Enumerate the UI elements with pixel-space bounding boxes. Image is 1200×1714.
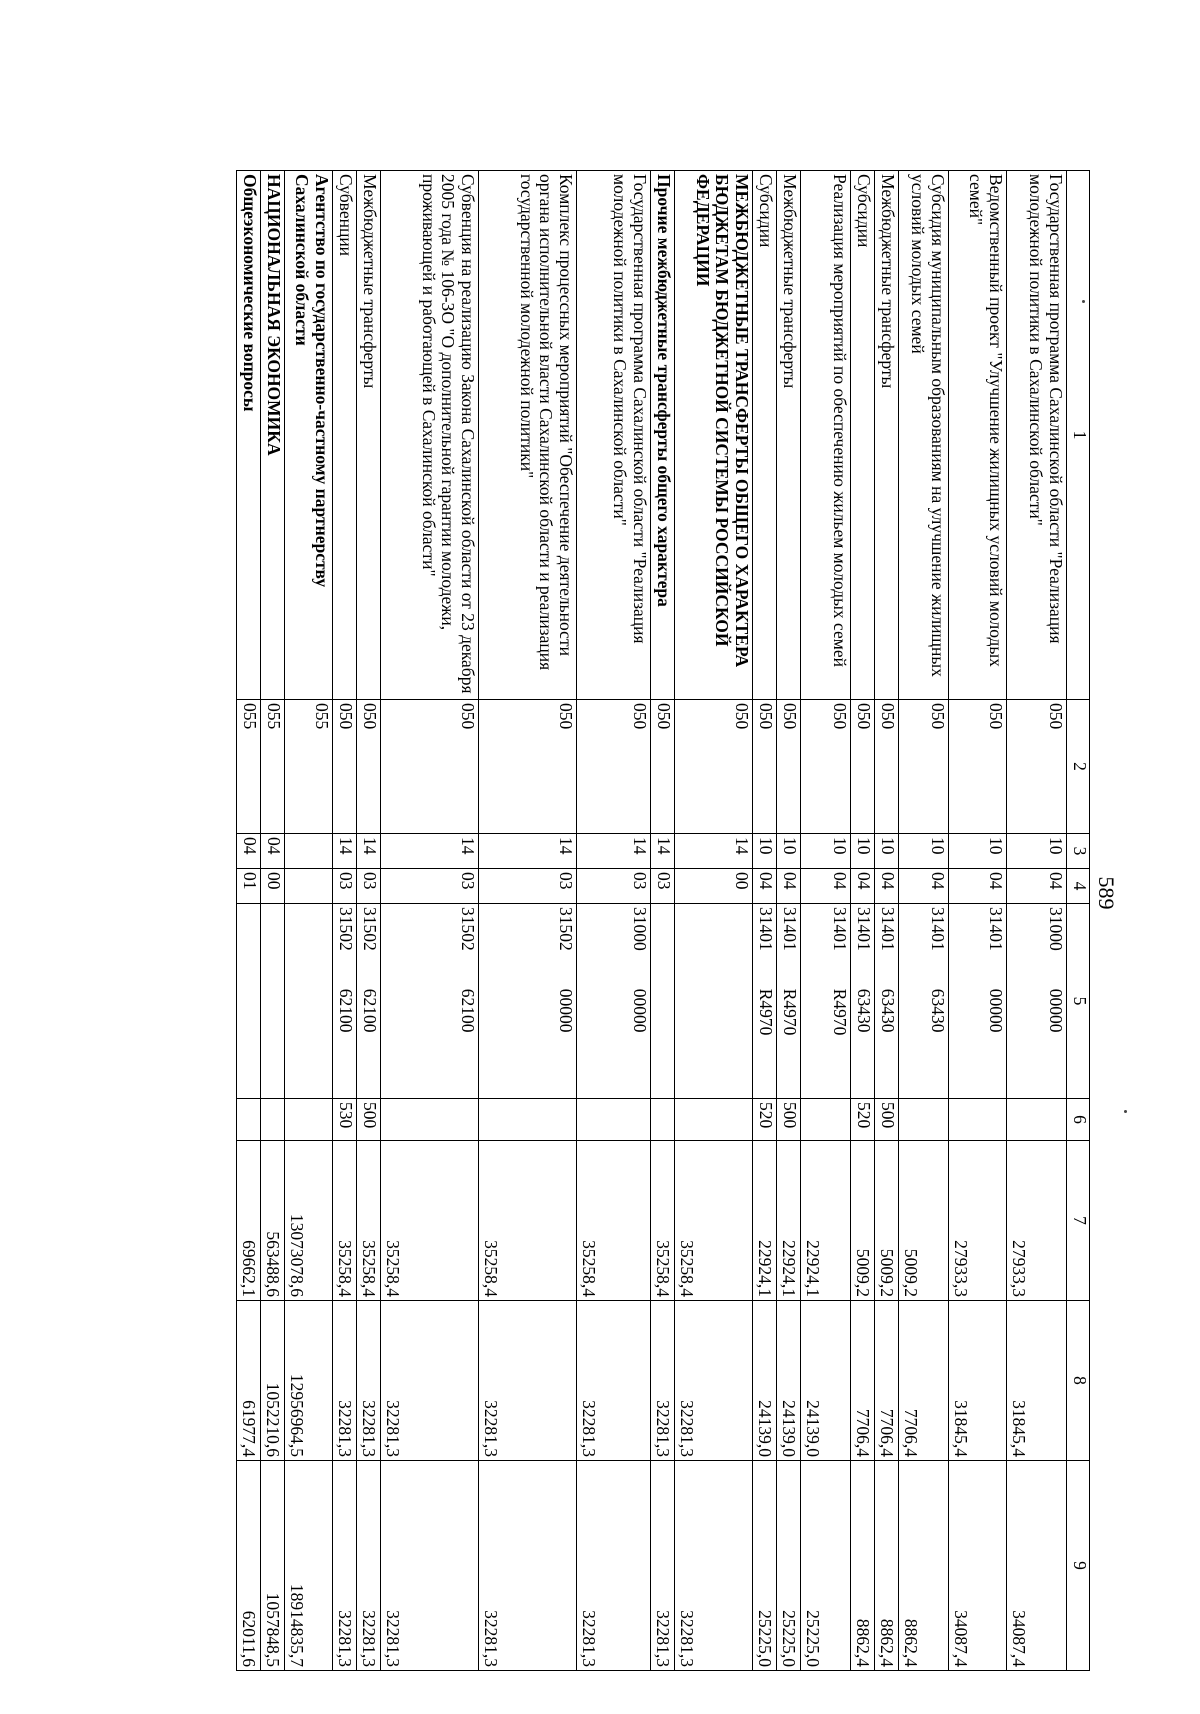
- col-header: 7: [1067, 1141, 1090, 1301]
- code-section: 10: [777, 834, 801, 869]
- table-row: [333, 171, 357, 1671]
- code-program: 31502: [336, 907, 356, 951]
- code-subsection: 04: [801, 869, 851, 904]
- table-row: [875, 171, 899, 1671]
- code-direction: 00000: [556, 988, 576, 1033]
- code-ministry: 050: [801, 700, 851, 834]
- code-section: 04: [237, 834, 261, 869]
- code-subsection: 03: [357, 869, 381, 904]
- row-name: Комплекс процессных мероприятий "Обеспечение деятельности органа исполнительной власти Сахалинской области и реализация государственной молодежной политики": [479, 171, 577, 700]
- col-header: 6: [1067, 1099, 1090, 1141]
- table-row: [899, 171, 949, 1671]
- amount-col-7: 5009,2: [851, 1141, 875, 1301]
- code-expense-type: 500: [357, 1099, 381, 1141]
- code-target-article: [851, 904, 875, 1099]
- amount-col-9: 32281,3: [479, 1461, 577, 1671]
- amount-col-9: 25225,0: [753, 1461, 777, 1671]
- amount-col-8: 12956964,5: [285, 1301, 333, 1461]
- row-name: Субсидии: [753, 171, 777, 700]
- code-subsection: 04: [753, 869, 777, 904]
- amount-col-7: 69662,1: [237, 1141, 261, 1301]
- amount-col-8: 7706,4: [899, 1301, 949, 1461]
- code-section: 04: [261, 834, 285, 869]
- table-row: [777, 171, 801, 1671]
- code-expense-type: [651, 1099, 675, 1141]
- table-row: [801, 171, 851, 1671]
- table-row: [753, 171, 777, 1671]
- row-name: Межбюджетные трансферты: [875, 171, 899, 700]
- code-expense-type: 500: [777, 1099, 801, 1141]
- code-direction: R4970: [830, 988, 850, 1036]
- amount-col-7: 5009,2: [875, 1141, 899, 1301]
- row-name: Субвенции: [333, 171, 357, 700]
- code-subsection: 03: [381, 869, 479, 904]
- code-target-article: [675, 904, 753, 1099]
- amount-col-9: 62011,6: [237, 1461, 261, 1671]
- code-section: 10: [899, 834, 949, 869]
- code-ministry: 050: [875, 700, 899, 834]
- amount-col-7: 35258,4: [675, 1141, 753, 1301]
- code-section: [285, 834, 333, 869]
- table-row: [479, 171, 577, 1671]
- amount-col-9: 18914835,7: [285, 1461, 333, 1671]
- code-program: 31401: [878, 907, 898, 951]
- amount-col-7: 35258,4: [381, 1141, 479, 1301]
- col-header: 5: [1067, 904, 1090, 1099]
- code-section: 10: [949, 834, 1007, 869]
- code-direction: 00000: [630, 988, 650, 1033]
- code-ministry: 055: [237, 700, 261, 834]
- table-row: [237, 171, 261, 1671]
- table-row: [577, 171, 651, 1671]
- code-ministry: 050: [949, 700, 1007, 834]
- table-row: [651, 171, 675, 1671]
- code-target-article: [261, 904, 285, 1099]
- code-expense-type: 520: [753, 1099, 777, 1141]
- code-ministry: 050: [851, 700, 875, 834]
- amount-col-9: 25225,0: [801, 1461, 851, 1671]
- rotated-page-content: [56, 170, 1090, 1670]
- amount-col-8: 32281,3: [675, 1301, 753, 1461]
- code-direction: 00000: [1046, 988, 1066, 1033]
- code-expense-type: 500: [875, 1099, 899, 1141]
- code-target-article: [357, 904, 381, 1099]
- amount-col-7: 27933,3: [1007, 1141, 1067, 1301]
- code-direction: R4970: [756, 988, 776, 1036]
- amount-col-9: 8862,4: [875, 1461, 899, 1671]
- code-expense-type: [285, 1099, 333, 1141]
- row-name: Реализация мероприятий по обеспечению жильем молодых семей: [801, 171, 851, 700]
- code-target-article: [801, 904, 851, 1099]
- code-target-article: [381, 904, 479, 1099]
- row-name: Общеэкономические вопросы: [237, 171, 261, 700]
- code-direction: 63430: [854, 988, 874, 1033]
- code-ministry: 050: [479, 700, 577, 834]
- amount-col-8: 32281,3: [357, 1301, 381, 1461]
- code-subsection: 00: [675, 869, 753, 904]
- code-program: 31401: [854, 907, 874, 951]
- column-number-row: [1067, 171, 1090, 1671]
- code-program: 31401: [780, 907, 800, 951]
- amount-col-8: 32281,3: [651, 1301, 675, 1461]
- code-direction: R4970: [780, 988, 800, 1036]
- code-program: 31401: [830, 907, 850, 951]
- amount-col-8: 7706,4: [851, 1301, 875, 1461]
- amount-col-7: 22924,1: [801, 1141, 851, 1301]
- code-direction: 00000: [986, 988, 1006, 1033]
- row-name: Субвенция на реализацию Закона Сахалинской области от 23 декабря 2005 года № 106-ЗО "О дополнительной гарантии молодежи, проживающей и работающей в Сахалинской области": [381, 171, 479, 700]
- code-program: 31401: [756, 907, 776, 951]
- code-section: 10: [753, 834, 777, 869]
- code-ministry: 055: [285, 700, 333, 834]
- code-expense-type: [1007, 1099, 1067, 1141]
- col-header: 2: [1067, 700, 1090, 834]
- code-ministry: 050: [753, 700, 777, 834]
- amount-col-9: 34087,4: [949, 1461, 1007, 1671]
- code-direction: 63430: [878, 988, 898, 1033]
- code-program: 31401: [986, 907, 1006, 951]
- code-section: 10: [875, 834, 899, 869]
- amount-col-9: 32281,3: [381, 1461, 479, 1671]
- code-section: 10: [801, 834, 851, 869]
- code-target-article: [577, 904, 651, 1099]
- page-number: 589: [1094, 876, 1119, 910]
- code-ministry: 050: [777, 700, 801, 834]
- code-target-article: [651, 904, 675, 1099]
- row-name: Субсидии: [851, 171, 875, 700]
- amount-col-8: 61977,4: [237, 1301, 261, 1461]
- code-subsection: 01: [237, 869, 261, 904]
- table-row: [1007, 171, 1067, 1671]
- amount-col-9: 8862,4: [899, 1461, 949, 1671]
- col-header: 4: [1067, 869, 1090, 904]
- code-target-article: [1007, 904, 1067, 1099]
- table-row: [851, 171, 875, 1671]
- row-name: МЕЖБЮДЖЕТНЫЕ ТРАНСФЕРТЫ ОБЩЕГО ХАРАКТЕРА БЮДЖЕТАМ БЮДЖЕТНОЙ СИСТЕМЫ РОССИЙСКОЙ ФЕДЕРАЦИИ: [675, 171, 753, 700]
- code-section: 14: [675, 834, 753, 869]
- code-ministry: 050: [1007, 700, 1067, 834]
- table-row: [949, 171, 1007, 1671]
- code-program: 31000: [1046, 907, 1066, 951]
- code-subsection: 04: [1007, 869, 1067, 904]
- code-ministry: 050: [577, 700, 651, 834]
- code-direction: 62100: [458, 988, 478, 1033]
- amount-col-9: 25225,0: [777, 1461, 801, 1671]
- amount-col-8: 32281,3: [479, 1301, 577, 1461]
- amount-col-7: 22924,1: [777, 1141, 801, 1301]
- code-target-article: [899, 904, 949, 1099]
- row-name: Межбюджетные трансферты: [357, 171, 381, 700]
- amount-col-9: 34087,4: [1007, 1461, 1067, 1671]
- code-program: 31000: [630, 907, 650, 951]
- col-header: 1: [1067, 171, 1090, 700]
- code-subsection: 04: [777, 869, 801, 904]
- code-expense-type: [381, 1099, 479, 1141]
- amount-col-8: 32281,3: [381, 1301, 479, 1461]
- code-program: 31502: [556, 907, 576, 951]
- code-target-article: [753, 904, 777, 1099]
- amount-col-7: 35258,4: [357, 1141, 381, 1301]
- code-ministry: 050: [357, 700, 381, 834]
- amount-col-7: 563488,6: [261, 1141, 285, 1301]
- code-subsection: 03: [577, 869, 651, 904]
- code-target-article: [285, 904, 333, 1099]
- amount-col-8: 1052210,6: [261, 1301, 285, 1461]
- code-section: 14: [479, 834, 577, 869]
- amount-col-8: 7706,4: [875, 1301, 899, 1461]
- code-subsection: 04: [949, 869, 1007, 904]
- code-subsection: 04: [851, 869, 875, 904]
- amount-col-8: 32281,3: [333, 1301, 357, 1461]
- code-section: 10: [1007, 834, 1067, 869]
- amount-col-7: 13073078,6: [285, 1141, 333, 1301]
- code-expense-type: [479, 1099, 577, 1141]
- code-expense-type: [261, 1099, 285, 1141]
- amount-col-8: 24139,0: [753, 1301, 777, 1461]
- row-name: НАЦИОНАЛЬНАЯ ЭКОНОМИКА: [261, 171, 285, 700]
- amount-col-8: 24139,0: [801, 1301, 851, 1461]
- table-row: [285, 171, 333, 1671]
- code-target-article: [333, 904, 357, 1099]
- amount-col-7: 35258,4: [333, 1141, 357, 1301]
- amount-col-8: 32281,3: [577, 1301, 651, 1461]
- code-subsection: 04: [899, 869, 949, 904]
- row-name: Государственная программа Сахалинской области "Реализация молодежной политики в Сахалинской области": [1007, 171, 1067, 700]
- code-ministry: 050: [333, 700, 357, 834]
- table-row: [675, 171, 753, 1671]
- code-expense-type: [675, 1099, 753, 1141]
- amount-col-7: 5009,2: [899, 1141, 949, 1301]
- code-direction: 63430: [928, 988, 948, 1033]
- table-row: [381, 171, 479, 1671]
- code-target-article: [875, 904, 899, 1099]
- table-body: [237, 171, 1067, 1671]
- code-expense-type: 520: [851, 1099, 875, 1141]
- table-row: [261, 171, 285, 1671]
- code-section: 14: [333, 834, 357, 869]
- code-expense-type: [801, 1099, 851, 1141]
- code-section: 14: [577, 834, 651, 869]
- col-header: 9: [1067, 1461, 1090, 1671]
- budget-table: [236, 170, 1090, 1671]
- row-name: Прочие межбюджетные трансферты общего характера: [651, 171, 675, 700]
- row-name: Ведомственный проект "Улучшение жилищных условий молодых семей": [949, 171, 1007, 700]
- amount-col-9: 32281,3: [675, 1461, 753, 1671]
- code-program: 31502: [360, 907, 380, 951]
- code-ministry: 050: [381, 700, 479, 834]
- row-name: Субсидия муниципальным образованиям на улучшение жилищных условий молодых семей: [899, 171, 949, 700]
- table-row: [357, 171, 381, 1671]
- code-expense-type: [237, 1099, 261, 1141]
- code-section: 10: [851, 834, 875, 869]
- amount-col-7: 35258,4: [651, 1141, 675, 1301]
- code-subsection: [285, 869, 333, 904]
- amount-col-9: 32281,3: [577, 1461, 651, 1671]
- code-subsection: 00: [261, 869, 285, 904]
- code-subsection: 03: [479, 869, 577, 904]
- code-expense-type: [949, 1099, 1007, 1141]
- code-target-article: [777, 904, 801, 1099]
- row-name: Государственная программа Сахалинской области "Реализация молодежной политики в Сахалинской области": [577, 171, 651, 700]
- code-expense-type: 530: [333, 1099, 357, 1141]
- amount-col-9: 32281,3: [651, 1461, 675, 1671]
- code-direction: 62100: [360, 988, 380, 1033]
- amount-col-9: 32281,3: [357, 1461, 381, 1671]
- code-expense-type: [899, 1099, 949, 1141]
- code-target-article: [237, 904, 261, 1099]
- col-header: 3: [1067, 834, 1090, 869]
- code-ministry: 050: [899, 700, 949, 834]
- amount-col-8: 24139,0: [777, 1301, 801, 1461]
- code-direction: 62100: [336, 988, 356, 1033]
- code-program: 31401: [928, 907, 948, 951]
- row-name: Межбюджетные трансферты: [777, 171, 801, 700]
- amount-col-8: 31845,4: [1007, 1301, 1067, 1461]
- code-subsection: 03: [651, 869, 675, 904]
- code-section: 14: [651, 834, 675, 869]
- code-section: 14: [357, 834, 381, 869]
- amount-col-7: 35258,4: [577, 1141, 651, 1301]
- amount-col-7: 35258,4: [479, 1141, 577, 1301]
- code-program: 31502: [458, 907, 478, 951]
- row-name: Агентство по государственно-частному партнерству Сахалинской области: [285, 171, 333, 700]
- code-target-article: [479, 904, 577, 1099]
- amount-col-9: 8862,4: [851, 1461, 875, 1671]
- code-ministry: 055: [261, 700, 285, 834]
- code-subsection: 04: [875, 869, 899, 904]
- code-section: 14: [381, 834, 479, 869]
- amount-col-7: 22924,1: [753, 1141, 777, 1301]
- code-ministry: 050: [651, 700, 675, 834]
- code-subsection: 03: [333, 869, 357, 904]
- amount-col-9: 32281,3: [333, 1461, 357, 1671]
- amount-col-9: 1057848,5: [261, 1461, 285, 1671]
- code-expense-type: [577, 1099, 651, 1141]
- amount-col-7: 27933,3: [949, 1141, 1007, 1301]
- code-ministry: 050: [675, 700, 753, 834]
- amount-col-8: 31845,4: [949, 1301, 1007, 1461]
- code-target-article: [949, 904, 1007, 1099]
- col-header: 8: [1067, 1301, 1090, 1461]
- scan-speck: [1124, 1110, 1127, 1113]
